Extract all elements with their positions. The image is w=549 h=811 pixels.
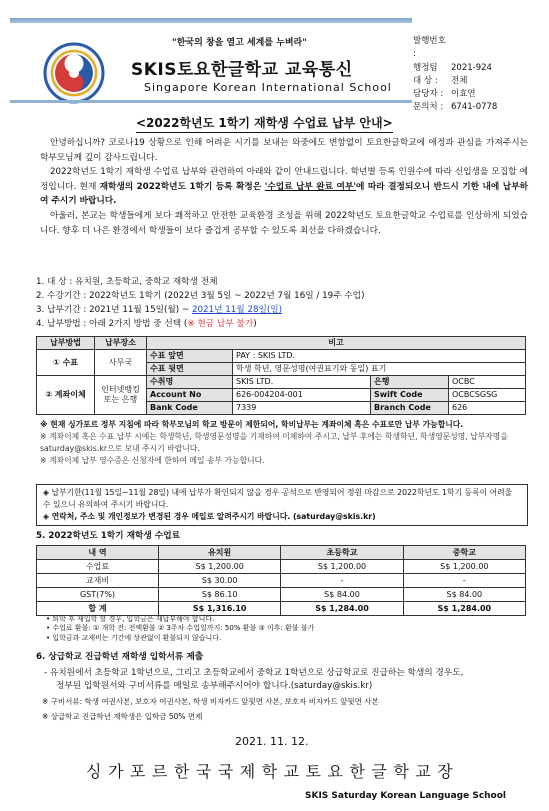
branch-code-value: 626: [449, 402, 526, 415]
table-row: [37, 560, 526, 574]
deadline-notice-box: [36, 484, 528, 526]
transfer-method: ② 계좌이체: [37, 376, 95, 415]
fee-label: GST(7%): [37, 588, 159, 602]
account-label: Account No: [147, 389, 233, 402]
fee-kindergarten: S$ 86.10: [159, 588, 281, 602]
fee-middle: -: [403, 574, 525, 588]
principal-signature-line: 싱가포르한국국제학교토요한글학교장: [86, 762, 460, 781]
meta-key: 담당자 :: [413, 89, 444, 100]
swift-value: OCBCSGSG: [449, 389, 526, 402]
intro-underline-emphasis: '수업료 납부 완료 여부': [264, 181, 357, 192]
cheque-back-label: 수표 뒷면: [147, 363, 233, 376]
item-target: 1. 대 상 : 유치원, 초등학교, 중학교 재학생 전체: [36, 277, 218, 287]
meta-key: 대 상 :: [413, 75, 438, 86]
cheque-front-label: 수표 앞면: [147, 350, 233, 363]
note-item: ※ 현재 싱가포르 정부 지침에 따라 학부모님의 학교 방문이 제한되어, 학비납부는 계좌이체 혹은 수표로만 납부 가능합니다.: [40, 420, 464, 429]
table-row: [37, 588, 526, 602]
school-name: SKIS토요한글학교 교육통신: [131, 60, 353, 80]
bank-value: OCBC: [449, 376, 526, 389]
meta-value: 이효연: [451, 89, 476, 100]
section-title: 6. 상급학교 진급학년 재학생 입학서류 제출: [36, 652, 204, 662]
fee-note: • 퇴학 후 재입학 할 경우, 입학금은 재납부해야 합니다.: [46, 615, 215, 623]
meta-key: 발행번호 :: [413, 36, 446, 60]
fee-kindergarten: S$ 30.00: [159, 574, 281, 588]
notice-line: ◈ 연락처, 주소 및 개인정보가 변경된 경우 메일로 알려주시기 바랍니다. (saturday@skis.kr): [43, 512, 376, 522]
fee-total-label: 합 계: [37, 602, 159, 616]
meta-row: [413, 62, 497, 75]
meta-row: [413, 35, 497, 62]
table-row: [37, 574, 526, 588]
item-method: [36, 317, 531, 331]
deadline-start: 3. 납부기간 : 2021년 11월 15일(월) ~: [36, 305, 192, 315]
fee-section-title: 5. 2022학년도 1학기 재학생 수업료: [36, 531, 180, 541]
fee-elementary: S$ 84.00: [281, 588, 403, 602]
method-close-paren: ): [253, 319, 257, 329]
fee-elementary: S$ 1,200.00: [281, 560, 403, 574]
table-row: [37, 376, 526, 389]
cheque-place: 사무국: [95, 350, 147, 376]
intro-text: [40, 136, 528, 238]
note-item: ※ 계좌이체 혹은 수표 납부 시에는 학생학년, 학생영문성명을 기재하여 이체하여 주시고, 납부 후에는 학생학년, 학생영문성명, 납부자명을 saturday@skis.kr으로 보내 주시기 바랍니다.: [40, 432, 508, 453]
school-logo-icon: [43, 42, 105, 104]
school-motto: "한국의 창을 열고 세계를 누벼라": [172, 38, 307, 48]
table-header: 중학교: [403, 546, 525, 560]
table-header: 납부장소: [95, 337, 147, 350]
payee-value: SKIS LTD.: [233, 376, 371, 389]
item-period: 2. 수강기간 : 2022학년도 1학기 (2022년 3월 5일 ~ 2022년 7월 16일 / 19주 수업): [36, 291, 365, 301]
table-total-row: [37, 602, 526, 616]
fee-notes: [46, 615, 314, 643]
meta-key: 문의처 :: [413, 102, 444, 113]
fee-middle: S$ 1,200.00: [403, 560, 525, 574]
fee-kindergarten: S$ 1,316.10: [159, 602, 281, 616]
section-text: 정부된 입학원서와 구비서류를 메일로 송부해주시어야 합니다.(saturday@skis.kr): [56, 681, 373, 691]
cheque-back-value: 학생 학년, 영문성명(여권표기와 동일) 표기: [233, 363, 526, 376]
meta-row: [413, 101, 497, 114]
deadline-end: 2021년 11월 28일(일): [191, 305, 283, 315]
fee-kindergarten: S$ 1,200.00: [159, 560, 281, 574]
header-top-rule: [10, 18, 412, 23]
fee-middle: S$ 1,284.00: [403, 602, 525, 616]
section-note: ※ 상급학교 진급학년 재학생은 입학금 50% 면제: [42, 712, 203, 721]
table-header: 납부방법: [37, 337, 95, 350]
fee-label: 수업료: [37, 560, 159, 574]
meta-value: 전체: [451, 75, 468, 86]
bank-code-value: 7339: [233, 402, 371, 415]
notice-line: ◈ 납부기한(11월 15일~11월 28일) 내에 납부가 확인되지 않을 경우 공석으로 반영되어 정원 마감으로 2022학년도 1학기 등록이 어려울 수 있으니 유의하여 주시기 바랍니다.: [43, 488, 513, 510]
intro-paragraph: 아울러, 본교는 학생들에게 보다 쾌적하고 안전한 교육환경 조성을 위해 2022학년도 토요한글학교 수업료를 인상하게 되었습니다. 향후 더 나은 환경에서 학생들이 보다 즐겁게 공부할 수 있도록 최선을 다하겠습니다.: [40, 210, 528, 236]
payment-method-table: [36, 336, 526, 415]
note-item: ※ 계좌이체 납부 영수증은 신청자에 한하여 메일 송부 가능합니다.: [40, 456, 265, 465]
transfer-place: 인터넷뱅킹 또는 은행: [95, 376, 147, 415]
cheque-front-value: PAY : SKIS LTD.: [233, 350, 526, 363]
table-header-row: [37, 546, 526, 560]
payment-notes: [40, 419, 528, 467]
meta-row: [413, 88, 497, 101]
table-header: 내 역: [37, 546, 159, 560]
fee-middle: S$ 84.00: [403, 588, 525, 602]
bank-label: 은행: [371, 376, 449, 389]
school-name-en: Singapore Korean International School: [144, 81, 392, 94]
fee-elementary: S$ 1,284.00: [281, 602, 403, 616]
item-deadline: [36, 303, 531, 317]
cheque-method: ① 수표: [37, 350, 95, 376]
intro-paragraph: 안녕하십니까? 코로나19 상황으로 인해 어려운 시기를 보내는 와중에도 변함없이 토요한글학교에 애정과 관심을 가져주시는 학부모님께 깊이 감사드립니다.: [40, 138, 528, 163]
fee-note: • 수업료 환불: ① 개학 전: 전액환불 ② 3주차 수업일까지: 50% 환불 ③ 이후: 환불 불가: [46, 624, 315, 633]
section-text: - 유치원에서 초등학교 1학년으로, 그리고 초등학교에서 중학교 1학년으로 상급학교로 진급하는 학생의 경우도,: [44, 668, 464, 678]
footer-brand: SKIS Saturday Korean Language School: [305, 791, 507, 801]
tuition-fee-table: [36, 545, 526, 616]
intro-text-run: 2022학년도 1학기 재학생 수업료 납부와 관련하여 아래와 같이 안내드립니다. 학년별 등록 인원수에 따라 신입생을 모집할 예정입니다. 현재: [40, 167, 528, 192]
header-bottom-rule: [10, 100, 412, 103]
intro-emphasis: 에 따라 결정되오니 반드시 기한 내에 납부하여 주시기 바랍니다.: [40, 181, 528, 207]
meta-row: [413, 75, 497, 88]
meta-value: 2021-924: [451, 62, 492, 73]
issue-date: 2021. 11. 12.: [235, 735, 309, 748]
payee-label: 수취명: [147, 376, 233, 389]
fee-label: 교재비: [37, 574, 159, 588]
intro-paragraph: [40, 165, 528, 209]
intro-emphasis: 재학생의 2022학년도 1학기 등록 확정은: [99, 181, 265, 192]
table-header: 유치원: [159, 546, 281, 560]
fee-note: • 입학금과 교재비는 기간에 상관없이 환불되지 않습니다.: [46, 633, 222, 642]
table-header-row: [37, 337, 526, 350]
meta-value: 6741-0778: [451, 102, 498, 113]
admission-docs-section: [36, 651, 531, 723]
meta-key: 행정팀: [413, 62, 438, 73]
method-text: 4. 납부방법 : 아래 2가지 방법 중 선택 (: [36, 319, 188, 329]
payment-items: [36, 275, 531, 331]
account-value: 626-004204-001: [233, 389, 371, 402]
document-title: <2022학년도 1학기 재학생 수업료 납부 안내>: [136, 116, 393, 133]
bank-code-label: Bank Code: [147, 402, 233, 415]
swift-label: Swift Code: [371, 389, 449, 402]
table-row: [37, 350, 526, 363]
no-cash-warning: ※ 현금 납부 불가: [187, 319, 254, 329]
publication-meta: [413, 35, 497, 115]
fee-elementary: -: [281, 574, 403, 588]
table-header: 초등학교: [281, 546, 403, 560]
branch-code-label: Branch Code: [371, 402, 449, 415]
table-header: 비고: [147, 337, 526, 350]
section-note: ※ 구비서류: 학생 여권사본, 보호자 여권사본, 학생 비자카드 앞뒷면 사본, 보호자 비자카드 앞뒷면 사본: [42, 697, 379, 706]
